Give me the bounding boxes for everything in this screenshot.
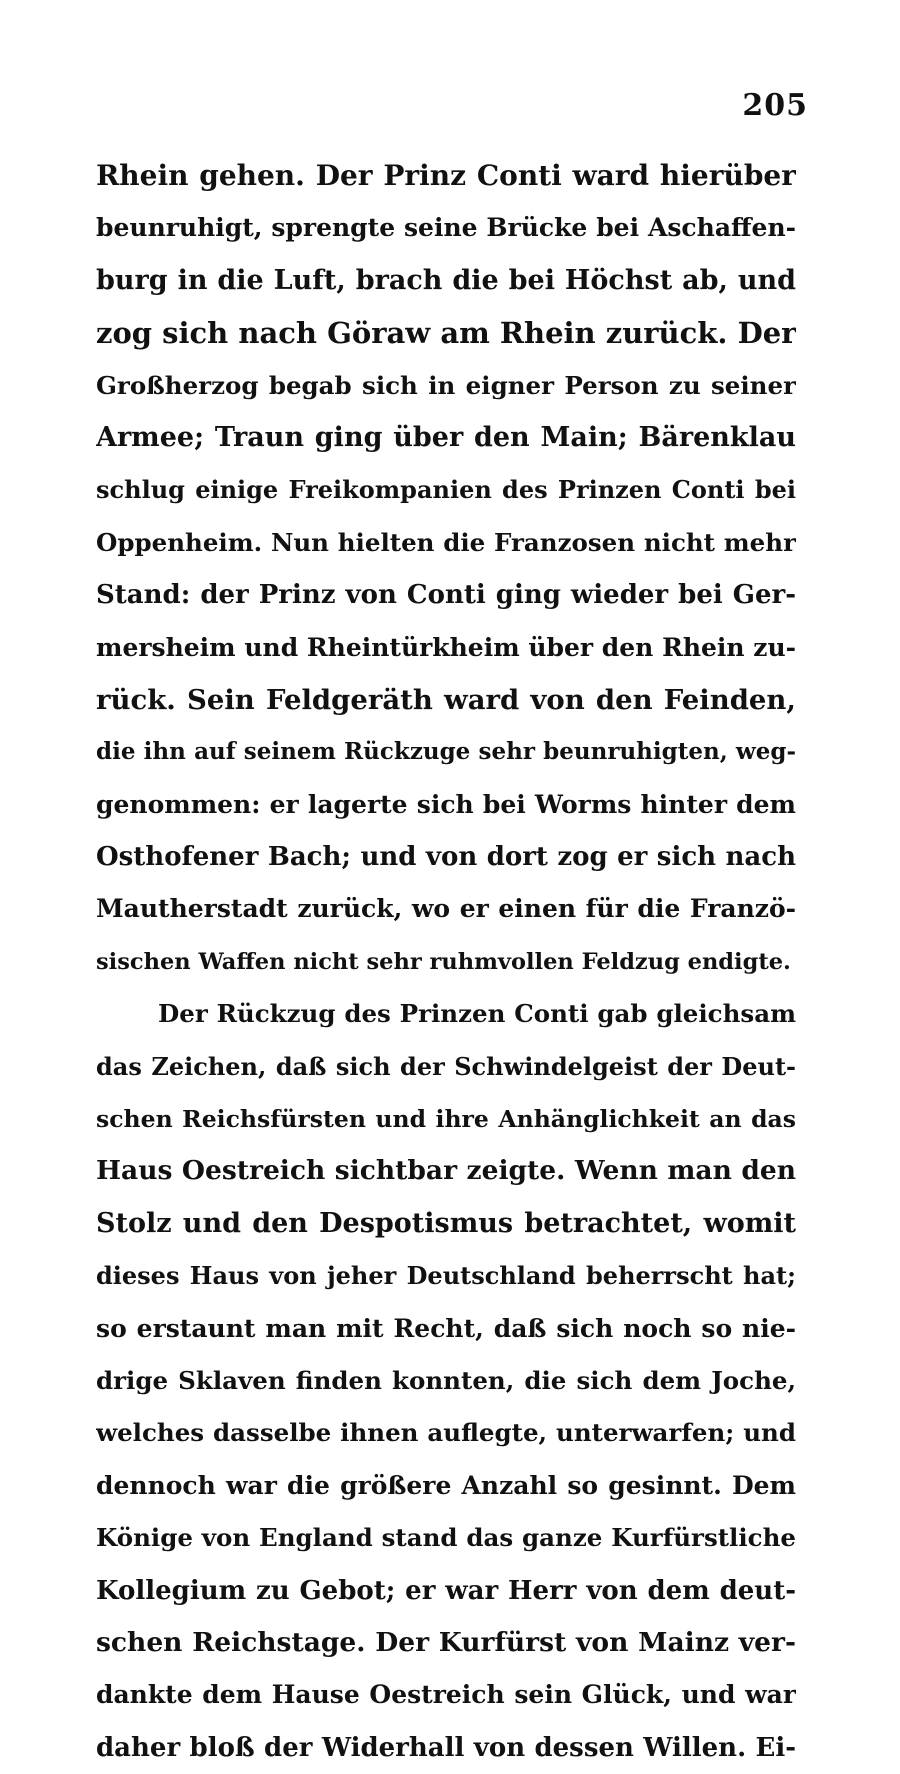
text-line: beunruhigt, sprengte seine Brücke bei Aschaffen- [96, 213, 796, 243]
text-line-paragraph-end: sischen Waffen nicht sehr ruhmvollen Feldzug endigte. [96, 948, 791, 975]
text-line: daher bloß der Widerhall von dessen Willen. Ei- [96, 1732, 796, 1763]
text-line: das Zeichen, daß sich der Schwindelgeist der Deut- [96, 1051, 796, 1081]
text-line: genommen: er lagerte sich bei Worms hinter dem [96, 789, 796, 819]
body-text [96, 150, 796, 1774]
text-line: Stolz und den Despotismus betrachtet, womit [96, 1207, 796, 1239]
text-line: zog sich nach Göraw am Rhein zurück. Der [96, 316, 796, 351]
text-line-paragraph-start: Der Rückzug des Prinzen Conti gab gleichsam [158, 999, 796, 1029]
text-line: Mautherstadt zurück, wo er einen für die Franzö- [96, 894, 796, 924]
text-line: Armee; Traun ging über den Main; Bärenklau [96, 421, 796, 453]
text-line: dieses Haus von jeher Deutschland beherrscht hat; [96, 1261, 796, 1291]
text-line: Oppenheim. Nun hielten die Franzosen nicht mehr [96, 527, 796, 557]
text-line: drige Sklaven finden konnten, die sich dem Joche, [96, 1365, 796, 1395]
text-line: burg in die Luft, brach die bei Höchst ab, und [96, 264, 796, 296]
text-line: rück. Sein Feldgeräth ward von den Feinden, [96, 683, 796, 716]
text-line: Haus Oestreich sichtbar zeigte. Wenn man den [96, 1155, 796, 1187]
text-line: Könige von England stand das ganze Kurfürstliche [96, 1523, 796, 1553]
text-line: dennoch war die größere Anzahl so gesinnt. Dem [96, 1470, 796, 1500]
text-line: schen Reichstage. Der Kurfürst von Mainz ver- [96, 1626, 796, 1658]
text-line: Kollegium zu Gebot; er war Herr von dem deut- [96, 1575, 796, 1606]
text-line: Großherzog begab sich in eigner Person zu seiner [96, 370, 796, 400]
text-line: die ihn auf seinem Rückzuge sehr beunruhigten, weg- [96, 738, 796, 766]
text-line: Stand: der Prinz von Conti ging wieder bei Ger- [96, 580, 796, 611]
text-line: mersheim und Rheintürkheim über den Rhein zu- [96, 632, 796, 662]
text-line: schlug einige Freikompanien des Prinzen Conti bei [96, 475, 796, 505]
text-line: Rhein gehen. Der Prinz Conti ward hierüber [96, 159, 796, 192]
text-line: welches dasselbe ihnen auflegte, unterwarfen; und [96, 1418, 796, 1448]
page-number: 205 [742, 88, 808, 123]
text-line: dankte dem Hause Oestreich sein Glück, und war [96, 1680, 796, 1710]
text-line: Osthofener Bach; und von dort zog er sich nach [96, 842, 796, 873]
text-line: schen Reichsfürsten und ihre Anhänglichkeit an das [96, 1105, 796, 1134]
text-line: so erstaunt man mit Recht, daß sich noch so nie- [96, 1313, 796, 1343]
